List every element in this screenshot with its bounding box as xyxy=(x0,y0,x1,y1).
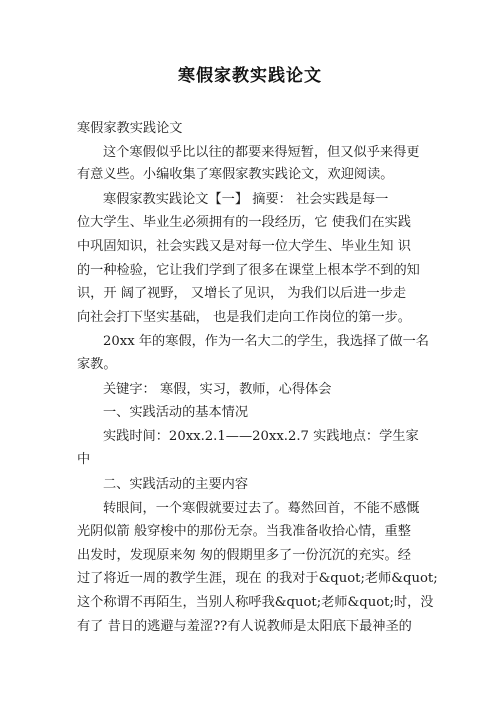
text-line-content: 寒假家教实践论文【一】 摘要： 社会实践是每一 xyxy=(103,192,389,207)
text-line-content: 这个寒假似乎比以往的都要来得短暂，但又似乎来得更 xyxy=(103,145,420,160)
text-line-content: 有了 昔日的逃避与羞涩??有人说教师是太阳底下最神圣的 xyxy=(77,619,412,634)
text-line-content: 20xx 年的寒假，作为一名大二的学生，我选择了做一名 xyxy=(103,334,429,349)
text-line-content: 实践时间：20xx.2.1——20xx.2.7 实践地点：学生家 xyxy=(103,429,419,444)
text-line-content: 这个称谓不再陌生，当别人称呼我&quot;老师&quot;时，没 xyxy=(77,595,434,610)
text-line-content: 光阴似箭 般穿梭中的那份无奈。当我准备收拾心情，重整 xyxy=(77,524,411,539)
text-line-content: 中巩固知识，社会实践又是对每一位大学生、毕业生知 识 xyxy=(77,239,411,254)
text-line-content: 位大学生、毕业生必须拥有的一段经历，它 使我们在实践 xyxy=(77,215,411,230)
text-line-content: 识，开 阔了视野， 又增长了见识， 为我们以后进一步走 xyxy=(77,286,407,301)
text-line-content: 有意义些。小编收集了寒假家教实践论文，欢迎阅读。 xyxy=(77,167,394,182)
text-line-content: 一、实践活动的基本情况 xyxy=(103,405,249,420)
text-line-content: 的一种检验，它让我们学到了很多在课堂上根本学不到的知 xyxy=(77,263,420,278)
text-line-content: 向社会打下坚实基础， 也是我们走向工作岗位的第一步。 xyxy=(77,310,411,325)
text-line-content: 关键字： 寒假，实习，教师，心得体会 xyxy=(103,382,332,397)
text-line-content: 过了将近一周的教学生涯，现在 的我对于&quot;老师&quot; xyxy=(77,571,438,586)
document-title: 寒假家教实践论文 xyxy=(178,66,322,86)
text-line-content: 家教。 xyxy=(77,357,117,372)
text-line-content: 中 xyxy=(77,452,91,467)
text-line-content: 转眼间，一个寒假就要过去了。蓦然回首，不能不感慨 xyxy=(103,501,420,516)
text-line-content: 寒假家教实践论文 xyxy=(77,121,183,136)
text-line-content: 出发时，发现原来匆 匆的假期里多了一份沉沉的充实。经 xyxy=(77,548,411,563)
text-line-content: 二、实践活动的主要内容 xyxy=(103,477,249,492)
